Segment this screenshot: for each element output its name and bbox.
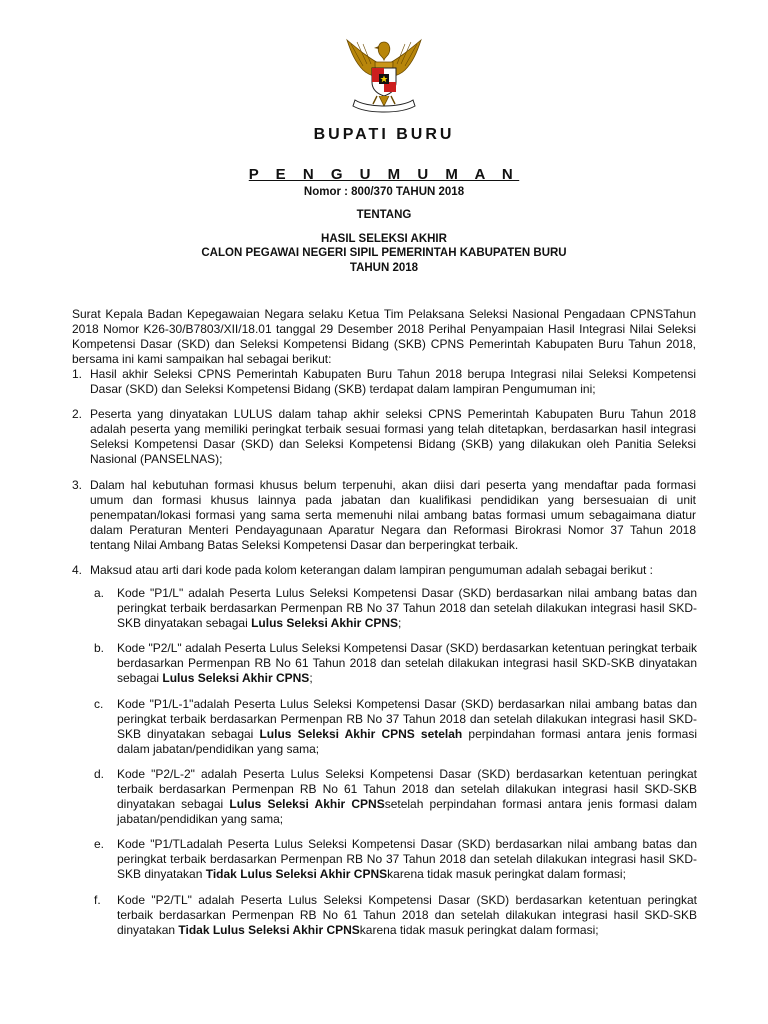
announcement-heading-text: P E N G U M U M A N: [248, 166, 520, 183]
intro-paragraph: Surat Kepala Badan Kepegawaian Negara selaku Ketua Tim Pelaksana Seleksi Nasional Pengadaan CPNSTahun 2018 Nomor K26-30/B7803/XII/18.01 tanggal 29 Desember 2018 Perihal Penyampaian Hasil Integrasi Nilai Seleksi Kompetensi Dasar (SKD) dan Seleksi Kompetensi Bidang (SKB) CPNS Pemerintah Kabupaten Buru Tahun 2018, bersama ini kami sampaikan hal sebagai berikut:: [72, 307, 696, 366]
code-result: Tidak Lulus Seleksi Akhir CPNS: [205, 867, 388, 881]
code-result: Lulus Seleksi Akhir CPNS: [162, 671, 310, 685]
code-text-end: karena tidak masuk peringkat dalam formasi;: [387, 867, 626, 881]
code-result: Lulus Seleksi Akhir CPNS: [229, 797, 385, 811]
code-text: Kode "P2/L" adalah Peserta Lulus Seleksi Kompetensi Dasar (SKD) berdasarkan ketentuan peringkat terbaik berdasarkan Permenpan RB No 61 Tahun 2018 dan setelah dilakukan integrasi hasil SKD-SKB dinyatakan sebagai: [117, 641, 697, 685]
item-number: 2.: [72, 407, 83, 421]
code-text: Kode "P2/L-2" adalah Peserta Lulus Seleksi Kompetensi Dasar (SKD) berdasarkan ketentuan peringkat terbaik berdasarkan Permenpan RB No 61 Tahun 2018 dan setelah dilakukan integrasi hasil SKD-SKB dinyatakan sebagai: [117, 767, 697, 811]
code-letter: e.: [94, 837, 105, 851]
list-item: Maksud atau arti dari kode pada kolom keterangan dalam lampiran pengumuman adalah sebagai berikut :: [90, 563, 654, 577]
code-item: [117, 893, 697, 938]
code-text-end: karena tidak masuk peringkat dalam formasi;: [359, 923, 599, 937]
item-number: 3.: [72, 478, 83, 492]
code-item: [117, 697, 697, 757]
title-line-2: CALON PEGAWAI NEGERI SIPIL PEMERINTAH KABUPATEN BURU: [201, 247, 567, 259]
code-letter: a.: [94, 586, 105, 600]
code-text: Kode "P1/L-1"adalah Peserta Lulus Seleksi Kompetensi Dasar (SKD) berdasarkan nilai ambang batas dan peringkat terbaik berdasarkan Permenpan RB No 37 Tahun 2018 dan setelah dilakukan integrasi hasil SKD-SKB dinyatakan sebagai: [117, 697, 697, 741]
code-text-end: setelah perpindahan formasi antara jenis formasi dalam jabatan/pendidikan yang sama;: [117, 797, 698, 826]
regent-title: BUPATI BURU: [313, 126, 455, 143]
code-item: [117, 767, 697, 827]
announcement-heading: [0, 166, 768, 183]
code-result: Lulus Seleksi Akhir CPNS setelah: [259, 727, 463, 741]
list-item: Hasil akhir Seleksi CPNS Pemerintah Kabupaten Buru Tahun 2018 berupa Integrasi nilai Seleksi Kompetensi Dasar (SKD) dan Seleksi Kompetensi Bidang (SKB) terdapat dalam lampiran Pengumuman ini;: [90, 367, 696, 396]
document-number: Nomor : 800/370 TAHUN 2018: [303, 186, 465, 198]
code-letter: b.: [94, 641, 105, 655]
item-number: 4.: [72, 563, 83, 577]
code-text-end: perpindahan formasi antara jenis formasi dalam jabatan/pendidikan yang sama;: [117, 727, 698, 756]
code-text: Kode "P2/TL" adalah Peserta Lulus Seleksi Kompetensi Dasar (SKD) berdasarkan ketentuan peringkat terbaik berdasarkan Permenpan RB No 61 Tahun 2018 dan setelah dilakukan integrasi hasil SKD-SKB dinyatakan: [117, 893, 697, 937]
code-text: Kode "P1/L" adalah Peserta Lulus Seleksi Kompetensi Dasar (SKD) berdasarkan nilai ambang batas dan peringkat terbaik berdasarkan Permenpan RB No 37 Tahun 2018 dan setelah dilakukan integrasi hasil SKD-SKB dinyatakan sebagai: [117, 586, 697, 630]
code-letter: f.: [94, 893, 101, 907]
title-line-1: HASIL SELEKSI AKHIR: [321, 233, 447, 245]
item-number: 1.: [72, 367, 83, 381]
code-letter: c.: [94, 697, 104, 711]
code-letter: d.: [94, 767, 105, 781]
title-line-3: TAHUN 2018: [349, 262, 419, 274]
code-item: [117, 641, 697, 686]
code-item: [117, 586, 697, 631]
list-item: Peserta yang dinyatakan LULUS dalam tahap akhir seleksi CPNS Pemerintah Kabupaten Buru Tahun 2018 adalah peserta yang memiliki peringkat terbaik sesuai formasi yang telah ditetapkan, berdasarkan hasil integrasi Seleksi Kompetensi Dasar (SKD) dan Seleksi Kompetensi Bidang (SKB) yang dilakukan oleh Panitia Seleksi Nasional (PANSELNAS);: [90, 407, 696, 466]
code-text-end: ;: [309, 671, 313, 685]
code-result: Lulus Seleksi Akhir CPNS: [251, 616, 399, 630]
code-result: Tidak Lulus Seleksi Akhir CPNS: [178, 923, 360, 937]
garuda-pancasila-emblem-icon: [341, 36, 427, 116]
list-item: Dalam hal kebutuhan formasi khusus belum terpenuhi, akan diisi dari peserta yang mendaftar pada formasi umum dan formasi khusus lainnya pada jabatan dan kualifikasi pendidikan yang bersesuaian di unit penempatan/lokasi formasi yang sama serta memenuhi nilai ambang batas formasi umum sebagaimana diatur dalam Peraturan Menteri Pendayagunaan Aparatur Negara dan Reformasi Birokrasi Nomor 37 Tahun 2018 tentang Nilai Ambang Batas Seleksi Kompetensi Dasar dan berperingkat terbaik.: [90, 478, 696, 552]
code-text: Kode "P1/TLadalah Peserta Lulus Seleksi Kompetensi Dasar (SKD) berdasarkan nilai ambang batas dan peringkat terbaik berdasarkan Permenpan RB No 37 Tahun 2018 dan setelah dilakukan integrasi hasil SKD-SKB dinyatakan: [117, 837, 697, 881]
code-text-end: ;: [398, 616, 402, 630]
about-label: TENTANG: [356, 209, 412, 221]
code-item: [117, 837, 697, 882]
